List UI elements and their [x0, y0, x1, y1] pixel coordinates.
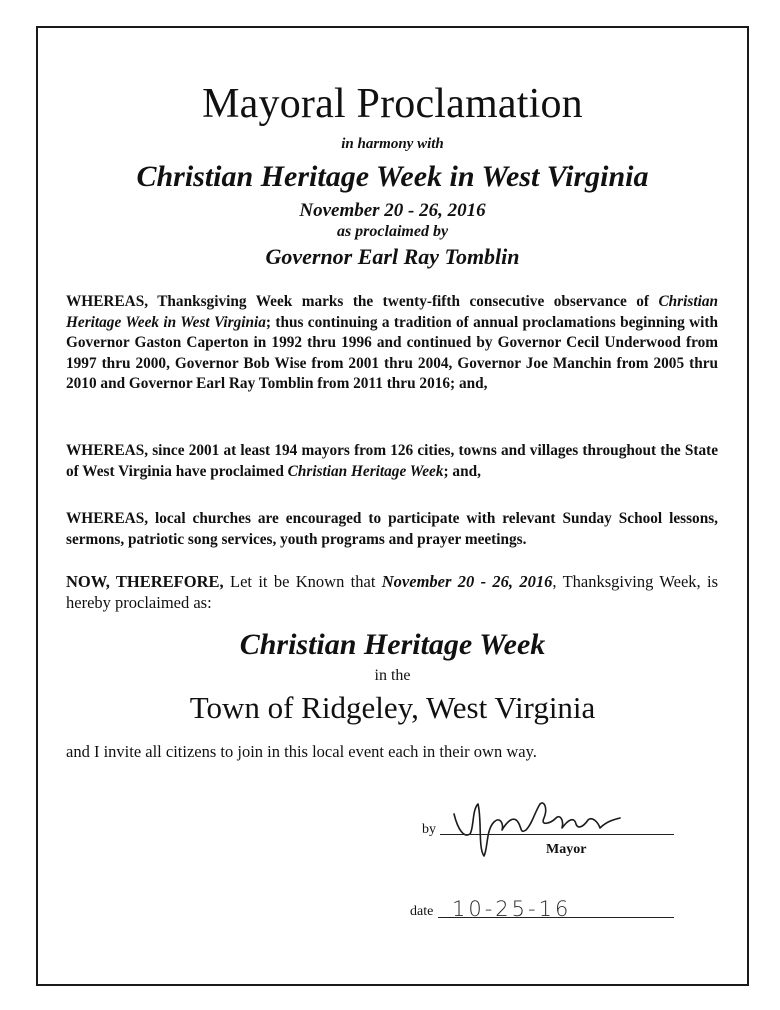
- date-value: 10-25-16: [452, 897, 572, 921]
- event-heading: Christian Heritage Week in West Virginia: [136, 160, 649, 193]
- date-line: [438, 917, 674, 918]
- town-name: Town of Ridgeley, West Virginia: [189, 690, 596, 725]
- whereas-lead: WHEREAS,: [66, 293, 149, 310]
- event-dates: November 20 - 26, 2016: [299, 200, 486, 221]
- page-title: Mayoral Proclamation: [202, 81, 583, 127]
- in-harmony-text: in harmony with: [341, 136, 444, 152]
- signature-line: [440, 834, 674, 835]
- as-proclaimed-text: as proclaimed by: [336, 223, 449, 240]
- whereas-paragraph-2: WHEREAS, since 2001 at least 194 mayors from 126 cities, towns and villages throughout the State of West Virginia have proclaimed Christian Heritage Week; and,: [66, 442, 718, 480]
- date-label: date: [410, 904, 434, 919]
- proclaimed-event: Christian Heritage Week: [239, 628, 546, 661]
- mayor-signature: [448, 790, 623, 862]
- therefore-lead: NOW, THEREFORE,: [66, 572, 224, 591]
- whereas-lead: WHEREAS,: [66, 442, 149, 459]
- invite-text: and I invite all citizens to join in this local event each in their own way.: [66, 742, 537, 761]
- in-the-text: in the: [374, 667, 411, 684]
- therefore-paragraph: NOW, THEREFORE, Let it be Known that November 20 - 26, 2016, Thanksgiving Week, is hereby proclaimed as:: [66, 572, 718, 612]
- whereas-paragraph-1: WHEREAS, Thanksgiving Week marks the twenty-fifth consecutive observance of Christian Heritage Week in West Virginia; thus continuing a tradition of annual proclamations beginning with Governor Gaston Caperton in 1992 thru 1996 and continued by Governor Cecil Underwood from 1997 thru 2000, Governor Bob Wise from 2001 thru 2004, Governor Joe Manchin from 2005 thru 2010 and Governor Earl Ray Tomblin from 2011 thru 2016; and,: [66, 293, 718, 392]
- mayor-label: Mayor: [546, 842, 587, 857]
- whereas-paragraph-3: WHEREAS, local churches are encouraged to participate with relevant Sunday School lessons, sermons, patriotic song services, youth programs and prayer meetings.: [66, 510, 718, 548]
- by-label: by: [422, 822, 436, 837]
- governor-name: Governor Earl Ray Tomblin: [265, 244, 520, 269]
- whereas-lead: WHEREAS,: [66, 510, 149, 527]
